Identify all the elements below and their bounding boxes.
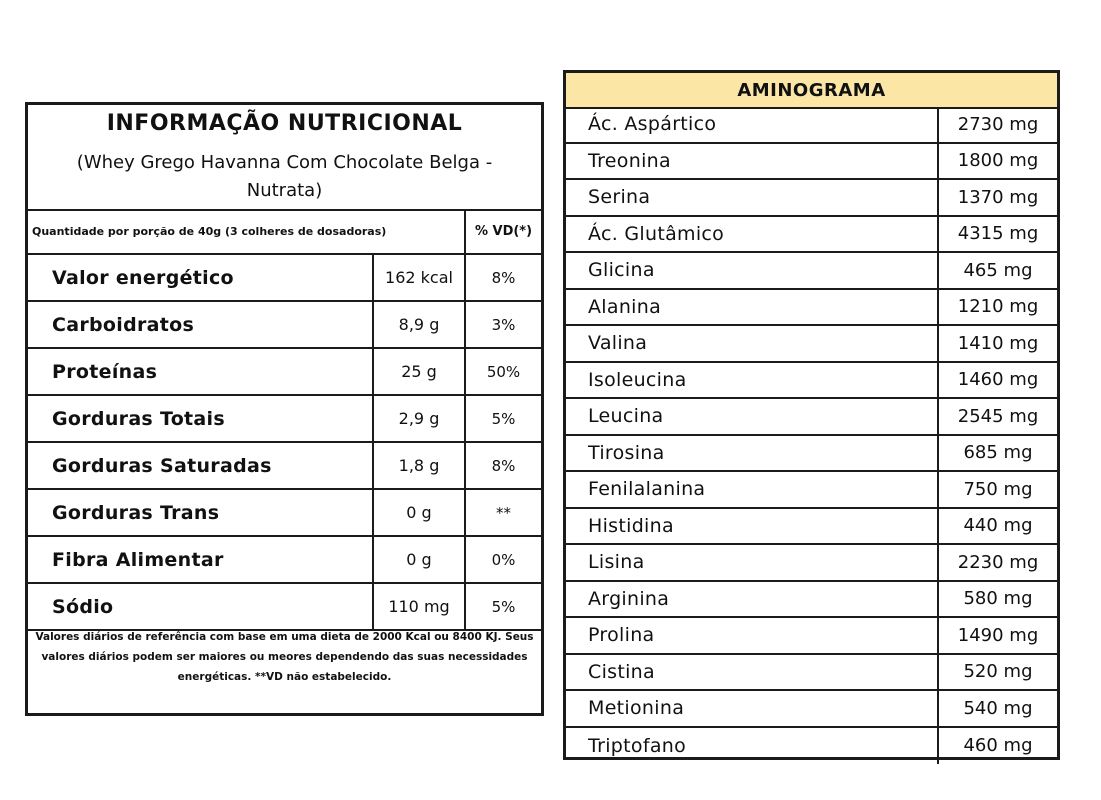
amino-acid-value: 1490 mg: [937, 618, 1057, 653]
aminogram-table: [563, 70, 1060, 760]
nutrient-vd: **: [464, 490, 541, 535]
nutrient-amount: 162 kcal: [372, 255, 464, 300]
amino-acid-name: Metionina: [588, 697, 685, 720]
serving-size-header: Quantidade por porção de 40g (3 colheres de dosadoras): [32, 224, 387, 238]
amino-acid-value: 2730 mg: [937, 107, 1057, 142]
amino-acid-value: 750 mg: [937, 472, 1057, 507]
amino-acid-value: 2545 mg: [937, 399, 1057, 434]
amino-acid-name: Prolina: [588, 624, 655, 647]
amino-acid-name: Tirosina: [588, 441, 665, 464]
amino-acid-value: 1410 mg: [937, 326, 1057, 361]
amino-acid-name: Alanina: [588, 295, 662, 318]
nutrient-vd: 50%: [464, 349, 541, 394]
amino-acid-value: 520 mg: [937, 655, 1057, 690]
amino-acid-name: Fenilalanina: [588, 478, 706, 501]
nutrition-row: [28, 443, 541, 490]
nutrient-amount: 2,9 g: [372, 396, 464, 441]
amino-acid-name: Cistina: [588, 660, 655, 683]
amino-acid-value: 2230 mg: [937, 545, 1057, 580]
nutrient-name: Sódio: [52, 595, 114, 618]
aminogram-row: [566, 472, 1057, 509]
amino-acid-value: 440 mg: [937, 509, 1057, 544]
nutrient-vd: 3%: [464, 302, 541, 347]
aminogram-row: [566, 144, 1057, 181]
nutrition-row: [28, 396, 541, 443]
nutrition-column-header-row: [28, 209, 541, 255]
nutrition-row: [28, 537, 541, 584]
nutrition-row: [28, 302, 541, 349]
nutrient-name: Valor energético: [52, 266, 234, 289]
aminogram-row: [566, 363, 1057, 400]
amino-acid-name: Valina: [588, 332, 648, 355]
aminogram-row: [566, 655, 1057, 692]
nutrient-name: Gorduras Saturadas: [52, 454, 272, 477]
nutrient-amount: 8,9 g: [372, 302, 464, 347]
nutrient-vd: 0%: [464, 537, 541, 582]
aminogram-row: [566, 436, 1057, 473]
nutrition-footnote: Valores diários de referência com base em uma dieta de 2000 Kcal ou 8400 KJ. Seus valores diários podem ser maiores ou meores dependendo das suas necessidades energéticas. **VD não estabelecido.: [35, 631, 534, 683]
aminogram-row: [566, 180, 1057, 217]
nutrition-row: [28, 349, 541, 396]
nutrient-name: Fibra Alimentar: [52, 548, 224, 571]
aminogram-row: [566, 290, 1057, 327]
nutrient-amount: 25 g: [372, 349, 464, 394]
nutrient-vd: 8%: [464, 443, 541, 488]
aminogram-row: [566, 217, 1057, 254]
amino-acid-name: Leucina: [588, 405, 664, 428]
nutrient-name: Carboidratos: [52, 313, 195, 336]
amino-acid-value: 580 mg: [937, 582, 1057, 617]
amino-acid-name: Arginina: [588, 587, 670, 610]
amino-acid-name: Isoleucina: [588, 368, 687, 391]
nutrition-header: [28, 105, 541, 211]
amino-acid-value: 540 mg: [937, 691, 1057, 726]
nutrient-vd: 5%: [464, 396, 541, 441]
nutrient-amount: 0 g: [372, 490, 464, 535]
nutrition-title: INFORMAÇÃO NUTRICIONAL: [106, 111, 463, 136]
aminogram-title: AMINOGRAMA: [566, 73, 1057, 109]
aminogram-row: [566, 326, 1057, 363]
amino-acid-value: 4315 mg: [937, 217, 1057, 252]
nutrition-row: [28, 490, 541, 537]
amino-acid-value: 1460 mg: [937, 363, 1057, 398]
nutrient-vd: 5%: [464, 584, 541, 629]
amino-acid-value: 460 mg: [937, 728, 1057, 765]
aminogram-row: [566, 545, 1057, 582]
aminogram-row: [566, 728, 1057, 765]
nutrient-amount: 0 g: [372, 537, 464, 582]
aminogram-row: [566, 509, 1057, 546]
nutrient-name: Gorduras Trans: [52, 501, 220, 524]
aminogram-row: [566, 691, 1057, 728]
amino-acid-value: 1800 mg: [937, 144, 1057, 179]
aminogram-row: [566, 618, 1057, 655]
vd-header: % VD(*): [464, 209, 541, 253]
aminogram-row: [566, 399, 1057, 436]
amino-acid-name: Ác. Aspártico: [588, 113, 717, 136]
amino-acid-value: 1210 mg: [937, 290, 1057, 325]
nutrient-vd: 8%: [464, 255, 541, 300]
nutrient-name: Gorduras Totais: [52, 407, 225, 430]
nutrition-subtitle: (Whey Grego Havanna Com Chocolate Belga - Nutrata): [76, 152, 493, 201]
amino-acid-value: 465 mg: [937, 253, 1057, 288]
amino-acid-value: 1370 mg: [937, 180, 1057, 215]
amino-acid-name: Treonina: [588, 149, 671, 172]
aminogram-row: [566, 253, 1057, 290]
amino-acid-name: Triptofano: [588, 734, 687, 757]
nutrient-amount: 110 mg: [372, 584, 464, 629]
amino-acid-value: 685 mg: [937, 436, 1057, 471]
nutrient-amount: 1,8 g: [372, 443, 464, 488]
amino-acid-name: Serina: [588, 186, 651, 209]
aminogram-row: [566, 582, 1057, 619]
amino-acid-name: Glicina: [588, 259, 655, 282]
amino-acid-name: Lisina: [588, 551, 645, 574]
nutrition-row: [28, 584, 541, 631]
nutrition-facts-table: [25, 102, 544, 716]
nutrition-row: [28, 255, 541, 302]
aminogram-row: [566, 107, 1057, 144]
amino-acid-name: Histidina: [588, 514, 674, 537]
nutrient-name: Proteínas: [52, 360, 158, 383]
amino-acid-name: Ác. Glutâmico: [588, 222, 725, 245]
